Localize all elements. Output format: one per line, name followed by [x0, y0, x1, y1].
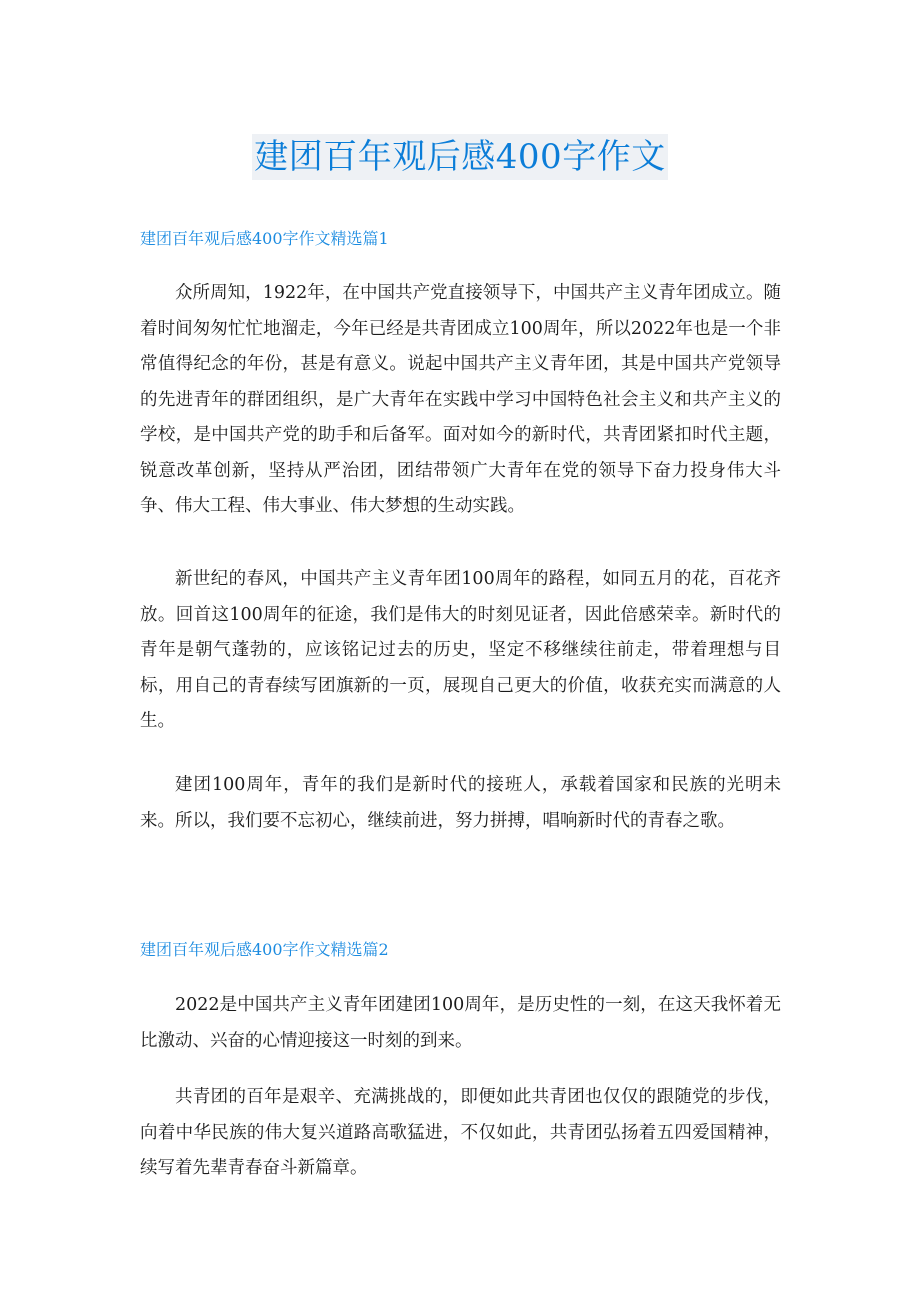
section-1-paragraph-3: 建团100周年，青年的我们是新时代的接班人，承载着国家和民族的光明未来。所以，我们要不忘初心，继续前进，努力拼搏，唱响新时代的青春之歌。: [140, 775, 781, 831]
section-heading-2: 建团百年观后感400字作文精选篇2: [140, 940, 389, 959]
section-1-paragraph-1: 众所周知，1922年，在中国共产党直接领导下，中国共产主义青年团成立。随着时间匆匆忙忙地溜走，今年已经是共青团成立100周年，所以2022年也是一个非常值得纪念的年份，甚是有意义。说起中国共产主义青年团，其是中国共产党领导的先进青年的群团组织，是广大青年在实践中学习中国特色社会主义和共产主义的学校，是中国共产党的助手和后备军。面对如今的新时代，共青团紧扣时代主题，锐意改革创新，坚持从严治团，团结带领广大青年在党的领导下奋力投身伟大斗争、伟大工程、伟大事业、伟大梦想的生动实践。: [140, 283, 781, 516]
section-1-paragraph-2: 新世纪的春风，中国共产主义青年团100周年的路程，如同五月的花，百花齐放。回首这100周年的征途，我们是伟大的时刻见证者，因此倍感荣幸。新时代的青年是朝气蓬勃的，应该铭记过去的历史，坚定不移继续往前走，带着理想与目标，用自己的青春续写团旗新的一页，展现自己更大的价值，收获充实而满意的人生。: [140, 569, 781, 731]
document-title: 建团百年观后感400字作文: [252, 134, 667, 180]
title-block: [0, 134, 920, 180]
section-2-paragraph-2: 共青团的百年是艰辛、充满挑战的，即便如此共青团也仅仅的跟随党的步伐，向着中华民族的伟大复兴道路高歌猛进，不仅如此，共青团弘扬着五四爱国精神，续写着先辈青春奋斗新篇章。: [140, 1087, 781, 1178]
section-2-paragraph-1: 2022是中国共产主义青年团建团100周年，是历史性的一刻，在这天我怀着无比激动、兴奋的心情迎接这一时刻的到来。: [140, 995, 781, 1051]
section-heading-1: 建团百年观后感400字作文精选篇1: [140, 229, 389, 248]
